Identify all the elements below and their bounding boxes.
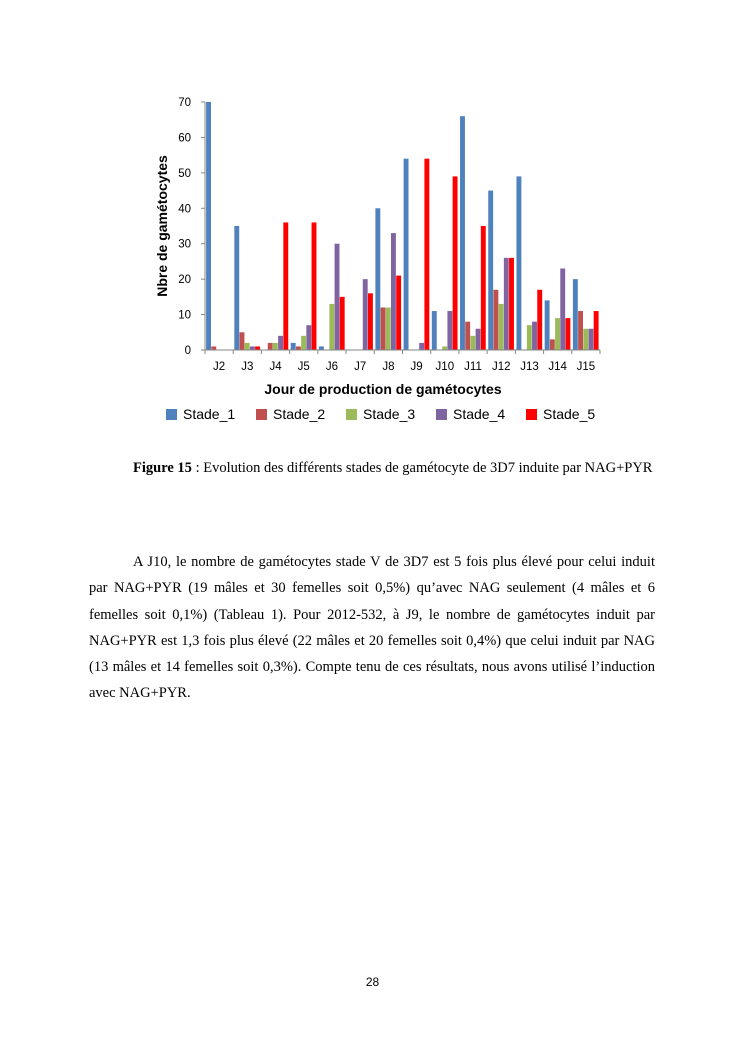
bar-stade-3-j15: [583, 329, 588, 350]
bar-stade-4-j7: [363, 279, 368, 350]
bar-stade-4-j9: [419, 343, 424, 350]
bar-stade-2-j14: [550, 339, 555, 350]
bar-stade-2-j5: [296, 346, 301, 350]
gametocyte-bar-chart: [150, 88, 620, 433]
bar-stade-4-j6: [335, 244, 340, 350]
y-tick-label: 60: [178, 132, 191, 145]
x-axis-title: Jour de production de gamétocytes: [264, 381, 502, 397]
bar-stade-3-j3: [245, 343, 250, 350]
bar-stade-3-j12: [499, 304, 504, 350]
bar-stade-1-j15: [573, 279, 578, 350]
bar-stade-3-j11: [470, 336, 475, 350]
x-ticks-layer: [205, 350, 600, 373]
bar-stade-4-j15: [588, 329, 593, 350]
y-tick-label: 20: [178, 274, 191, 287]
legend-label: Stade_3: [363, 406, 416, 422]
legend-swatch: [166, 409, 177, 420]
bar-stade-5-j5: [312, 222, 317, 350]
legend-swatch: [436, 409, 447, 420]
x-tick-label: J14: [548, 361, 567, 373]
bar-stade-1-j3: [234, 226, 239, 350]
bar-stade-1-j12: [488, 191, 493, 350]
bar-stade-2-j4: [268, 343, 273, 350]
legend-swatch: [256, 409, 267, 420]
legend-label: Stade_2: [273, 406, 326, 422]
bar-stade-1-j5: [291, 343, 296, 350]
y-axis-title: Nbre de gamétocytes: [154, 155, 170, 297]
y-tick-label: 0: [184, 345, 191, 357]
figure-label: Figure 15: [133, 460, 192, 476]
bar-stade-1-j9: [404, 159, 409, 350]
bar-stade-1-j14: [545, 300, 550, 350]
bar-stade-4-j4: [278, 336, 283, 350]
bar-stade-3-j4: [273, 343, 278, 350]
bar-stade-4-j3: [250, 346, 255, 350]
x-tick-label: J15: [576, 361, 596, 373]
bar-stade-5-j13: [537, 290, 542, 350]
bar-stade-5-j15: [594, 311, 599, 350]
x-tick-label: J10: [435, 361, 455, 373]
bar-stade-2-j15: [578, 311, 583, 350]
legend-label: Stade_5: [543, 406, 596, 422]
bar-stade-4-j5: [306, 325, 311, 350]
bars-layer: [206, 102, 598, 350]
bar-stade-5-j7: [368, 293, 373, 350]
bar-stade-3-j5: [301, 336, 306, 350]
bar-stade-2-j8: [381, 307, 386, 350]
x-tick-label: J11: [464, 361, 482, 373]
bar-stade-1-j11: [460, 116, 465, 350]
bar-stade-3-j14: [555, 318, 560, 350]
bar-stade-1-j13: [516, 176, 521, 350]
bar-stade-2-j2: [211, 346, 216, 350]
bar-stade-4-j10: [447, 311, 452, 350]
x-tick-label: J4: [269, 361, 282, 373]
y-ticks-layer: [178, 97, 205, 357]
x-tick-label: J6: [325, 361, 339, 373]
bar-stade-3-j13: [527, 325, 532, 350]
bar-stade-1-j2: [206, 102, 211, 350]
legend-swatch: [526, 409, 537, 420]
x-tick-label: J2: [213, 361, 226, 373]
x-tick-label: J9: [410, 361, 423, 373]
bar-stade-1-j8: [375, 208, 380, 350]
legend: [166, 406, 595, 422]
y-tick-label: 70: [178, 97, 191, 109]
y-tick-label: 40: [178, 203, 191, 216]
x-tick-label: J13: [520, 361, 539, 373]
y-tick-label: 50: [178, 167, 191, 180]
bar-stade-4-j14: [560, 269, 565, 350]
bar-stade-1-j6: [319, 346, 324, 350]
bar-stade-2-j12: [493, 290, 498, 350]
x-tick-label: J8: [382, 361, 395, 373]
bar-stade-5-j10: [453, 176, 458, 350]
bar-stade-3-j8: [386, 307, 391, 350]
bar-stade-4-j8: [391, 233, 396, 350]
body-paragraph: A J10, le nombre de gamétocytes stade V de 3D7 est 5 fois plus élevé pour celui induit par NAG+PYR (19 mâles et 30 femelles soit 0,5%) qu’avec NAG seulement (4 mâles et 6 femelles soit 0,1%) (Tableau 1). Pour 2012-532, à J9, le nombre de gamétocytes induit par NAG+PYR est 1,3 fois plus élevé (22 mâles et 20 femelles soit 0,4%) que celui induit par NAG (13 mâles et 14 femelles soit 0,3%). Compte tenu de ces résultats, nous avons utilisé l’induction avec NAG+PYR.: [89, 554, 655, 702]
legend-label: Stade_4: [453, 406, 506, 422]
legend-swatch: [346, 409, 357, 420]
page-number: 28: [365, 975, 380, 989]
bar-stade-5-j8: [396, 276, 401, 350]
bar-stade-5-j11: [481, 226, 486, 350]
y-tick-label: 30: [178, 238, 191, 251]
x-tick-label: J12: [491, 361, 511, 373]
bar-stade-5-j3: [255, 346, 260, 350]
x-tick-label: J3: [241, 361, 254, 373]
bar-stade-4-j13: [532, 322, 537, 350]
bar-stade-5-j12: [509, 258, 514, 350]
bar-stade-3-j10: [442, 346, 447, 350]
bar-stade-4-j12: [504, 258, 509, 350]
bar-stade-4-j11: [476, 329, 481, 350]
figure-caption-text: : Evolution des différents stades de gamétocyte de 3D7 induite par NAG+PYR: [191, 460, 653, 476]
bar-stade-5-j9: [424, 159, 429, 350]
x-tick-label: J5: [297, 361, 310, 373]
bar-stade-5-j14: [565, 318, 570, 350]
bar-stade-5-j6: [340, 297, 345, 350]
bar-stade-2-j3: [240, 332, 245, 350]
figure-caption: [133, 455, 655, 481]
bar-stade-5-j4: [283, 222, 288, 350]
bar-stade-3-j6: [329, 304, 334, 350]
y-tick-label: 10: [178, 309, 191, 322]
bar-stade-1-j10: [432, 311, 437, 350]
x-tick-label: J7: [354, 361, 367, 373]
legend-label: Stade_1: [183, 406, 236, 422]
bar-stade-2-j11: [465, 322, 470, 350]
